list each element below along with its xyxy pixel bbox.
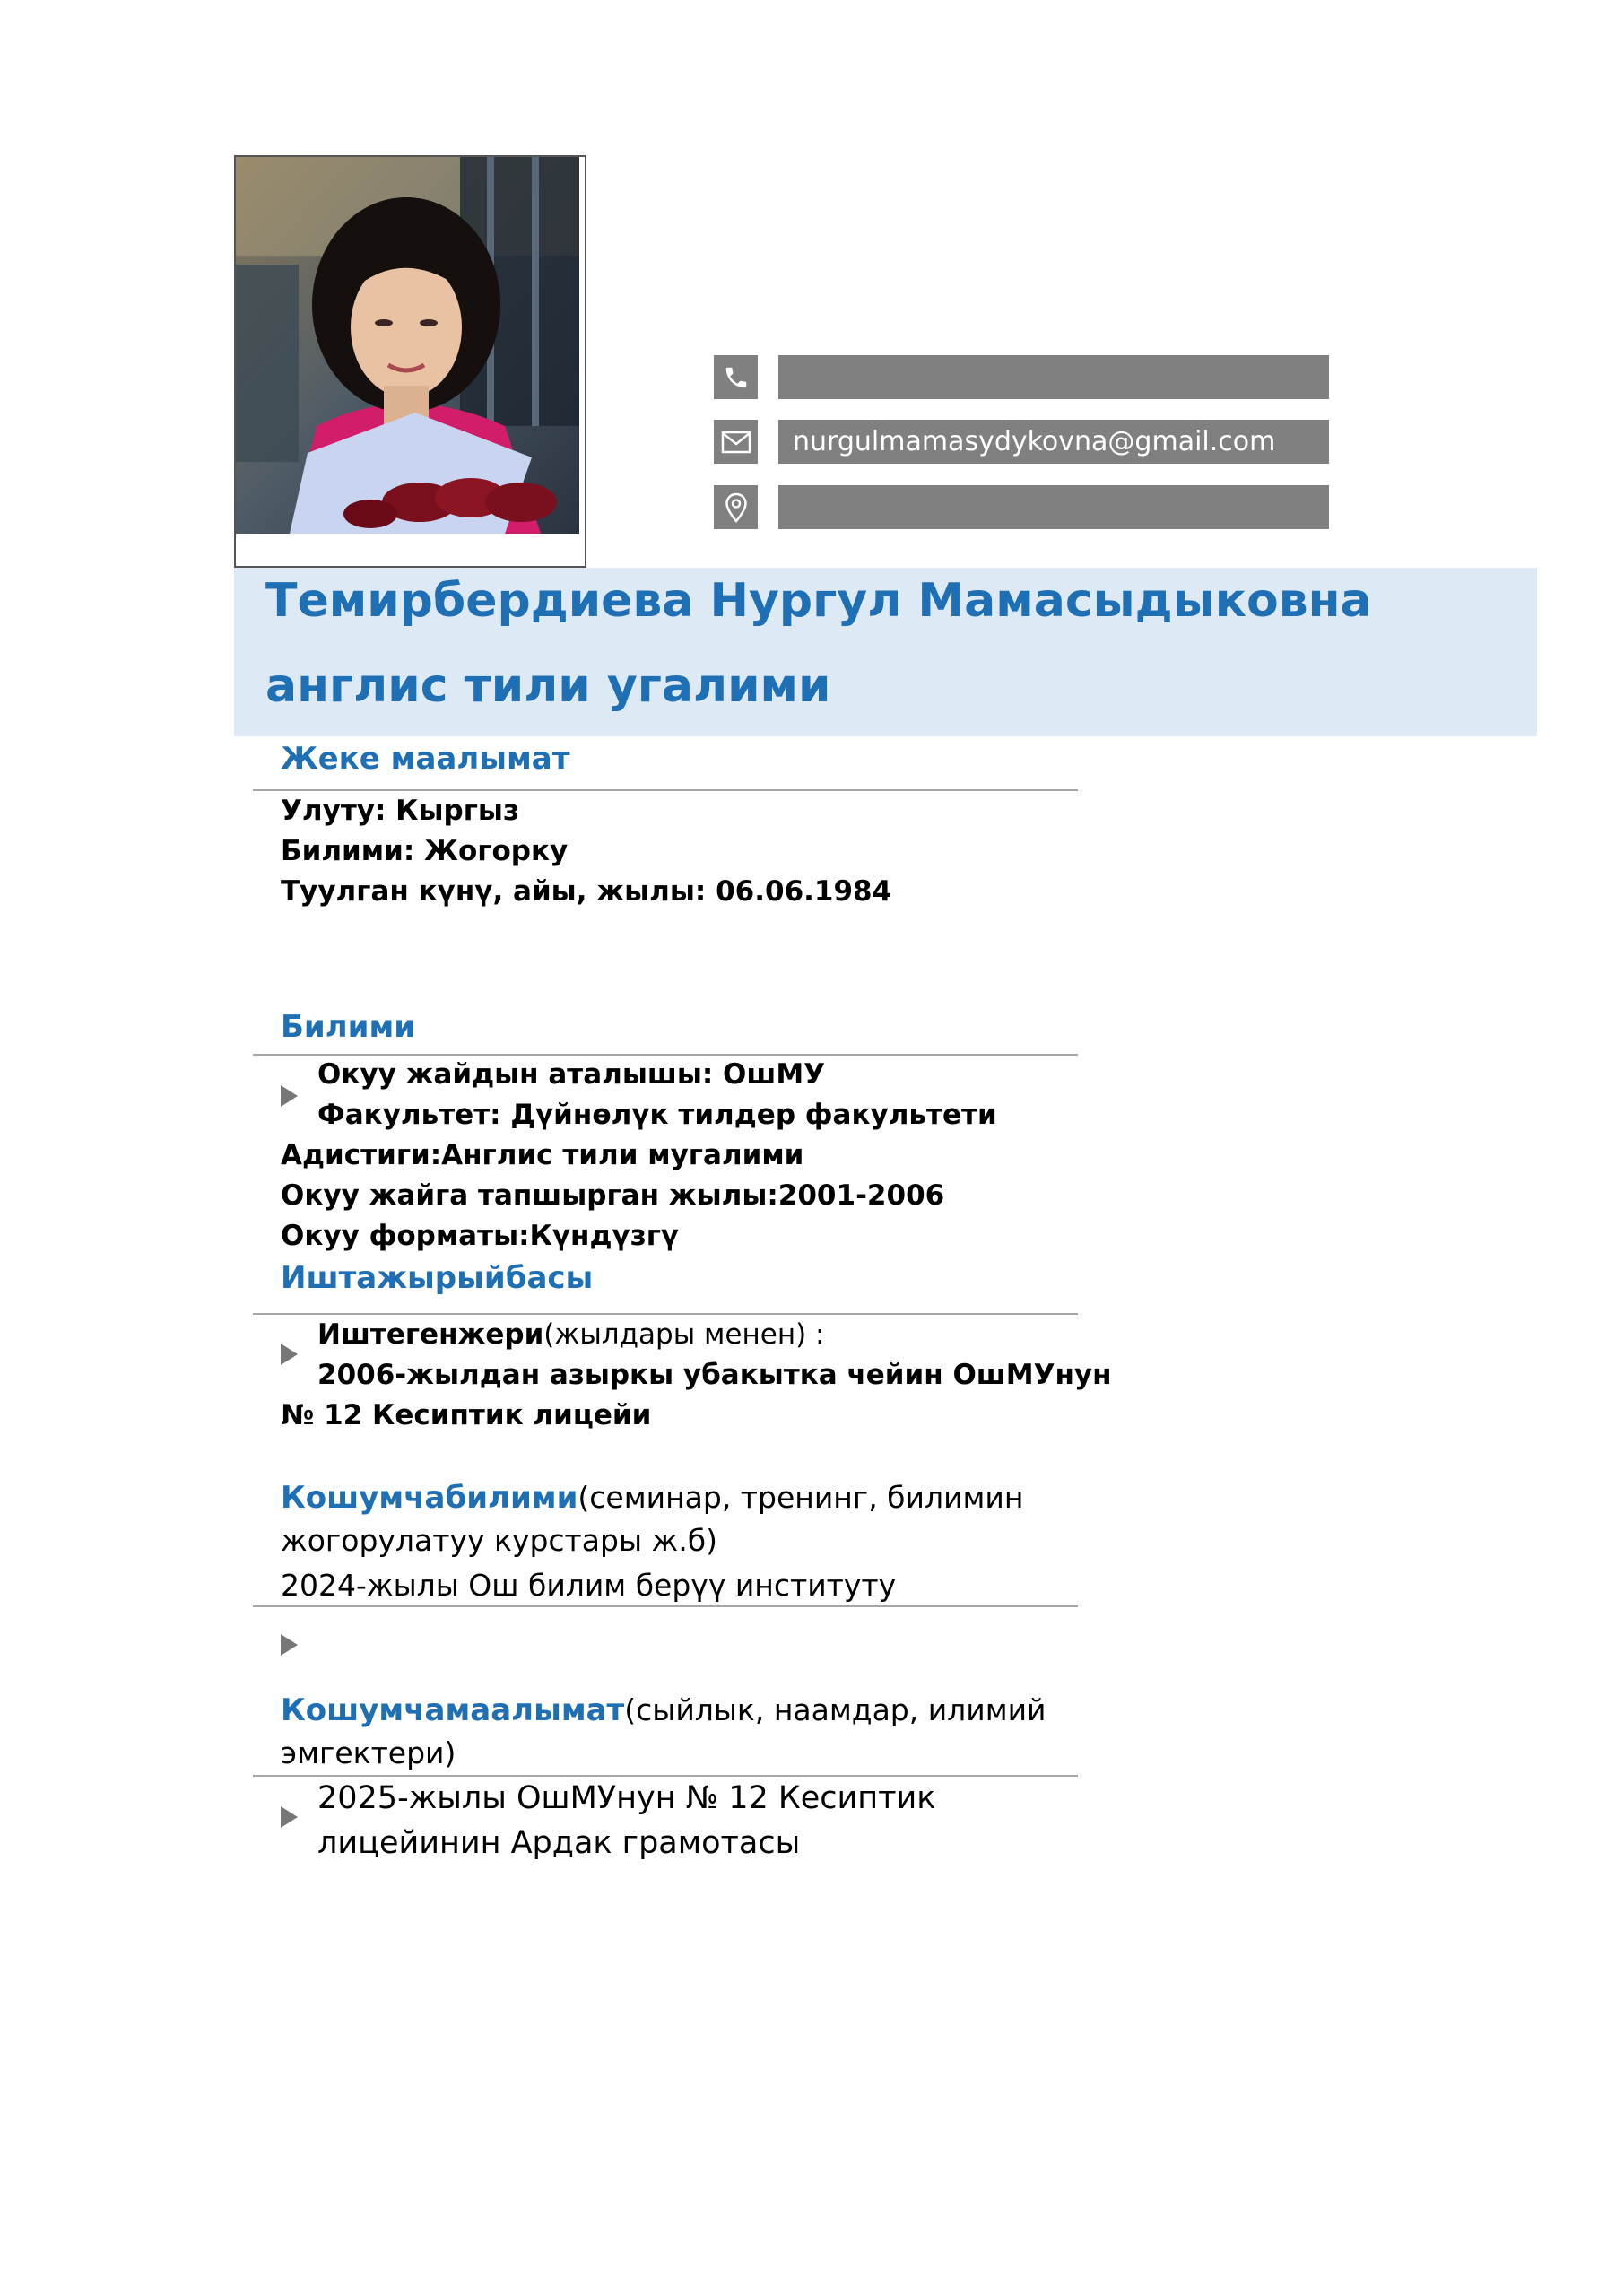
job-title: англис тили угалими xyxy=(265,659,831,713)
work-label-note: (жылдары менен) : xyxy=(543,1318,825,1351)
birth-date: Туулган күнү, айы, жылы: 06.06.1984 xyxy=(281,875,892,908)
work-section-title: Иштажырыйбасы xyxy=(281,1260,594,1296)
additional-education-note: (семинар, тренинг, билимин xyxy=(578,1480,1024,1515)
bullet-arrow-icon xyxy=(281,1344,298,1365)
additional-education-heading xyxy=(281,1480,1023,1516)
personal-section-title: Жеке маалымат xyxy=(281,741,570,777)
email-field: nurgulmamasydykovna@gmail.com xyxy=(778,420,1329,464)
work-label-bold: Иштегенжери xyxy=(317,1318,544,1351)
section-divider xyxy=(253,1775,1078,1777)
bullet-arrow-icon xyxy=(281,1634,298,1656)
education-years: Окуу жайга тапшырган жылы:2001-2006 xyxy=(281,1179,945,1212)
education-format: Окуу форматы:Күндүзгү xyxy=(281,1220,680,1252)
phone-icon xyxy=(714,355,758,399)
education-faculty: Факультет: Дүйнөлүк тилдер факультети xyxy=(317,1099,997,1131)
additional-info-heading xyxy=(281,1692,1046,1728)
section-divider xyxy=(253,1313,1078,1315)
education-institution: Окуу жайдын аталышы: ОшМУ xyxy=(317,1058,826,1091)
phone-field xyxy=(778,355,1329,399)
profile-photo xyxy=(236,157,579,534)
address-field xyxy=(778,485,1329,529)
education-section-title: Билими xyxy=(281,1009,416,1045)
envelope-icon xyxy=(714,420,758,464)
additional-info-entry-2: лицейинин Ардак грамотасы xyxy=(317,1825,801,1861)
additional-education-entry: 2024-жылы Ош билим берүү институту xyxy=(281,1568,897,1603)
work-line-1: 2006-жылдан азыркы убакытка чейин ОшМУнун xyxy=(317,1359,1112,1391)
additional-info-title: Кошумчамаалымат xyxy=(281,1692,625,1728)
location-pin-icon xyxy=(714,485,758,529)
additional-education-note-2: жогорулатуу курстары ж.б) xyxy=(281,1523,717,1558)
additional-education-title: Кошумчабилими xyxy=(281,1480,578,1516)
additional-info-entry-1: 2025-жылы ОшМУнун № 12 Кесиптик xyxy=(317,1780,936,1816)
section-divider xyxy=(253,1605,1078,1607)
nationality: Улуту: Кыргыз xyxy=(281,795,519,827)
education-level: Билими: Жогорку xyxy=(281,835,569,867)
section-divider xyxy=(253,789,1078,791)
additional-info-note-2: эмгектери) xyxy=(281,1735,456,1770)
full-name: Темирбердиева Нургул Мамасыдыковна xyxy=(265,574,1372,628)
work-line-2: № 12 Кесиптик лицейи xyxy=(281,1399,652,1431)
education-specialty: Адистиги:Англис тили мугалими xyxy=(281,1139,804,1171)
additional-info-note: (сыйлык, наамдар, илимий xyxy=(624,1692,1046,1727)
section-divider xyxy=(253,1054,1078,1056)
bullet-arrow-icon xyxy=(281,1806,298,1828)
work-label xyxy=(317,1318,825,1351)
bullet-arrow-icon xyxy=(281,1085,298,1107)
